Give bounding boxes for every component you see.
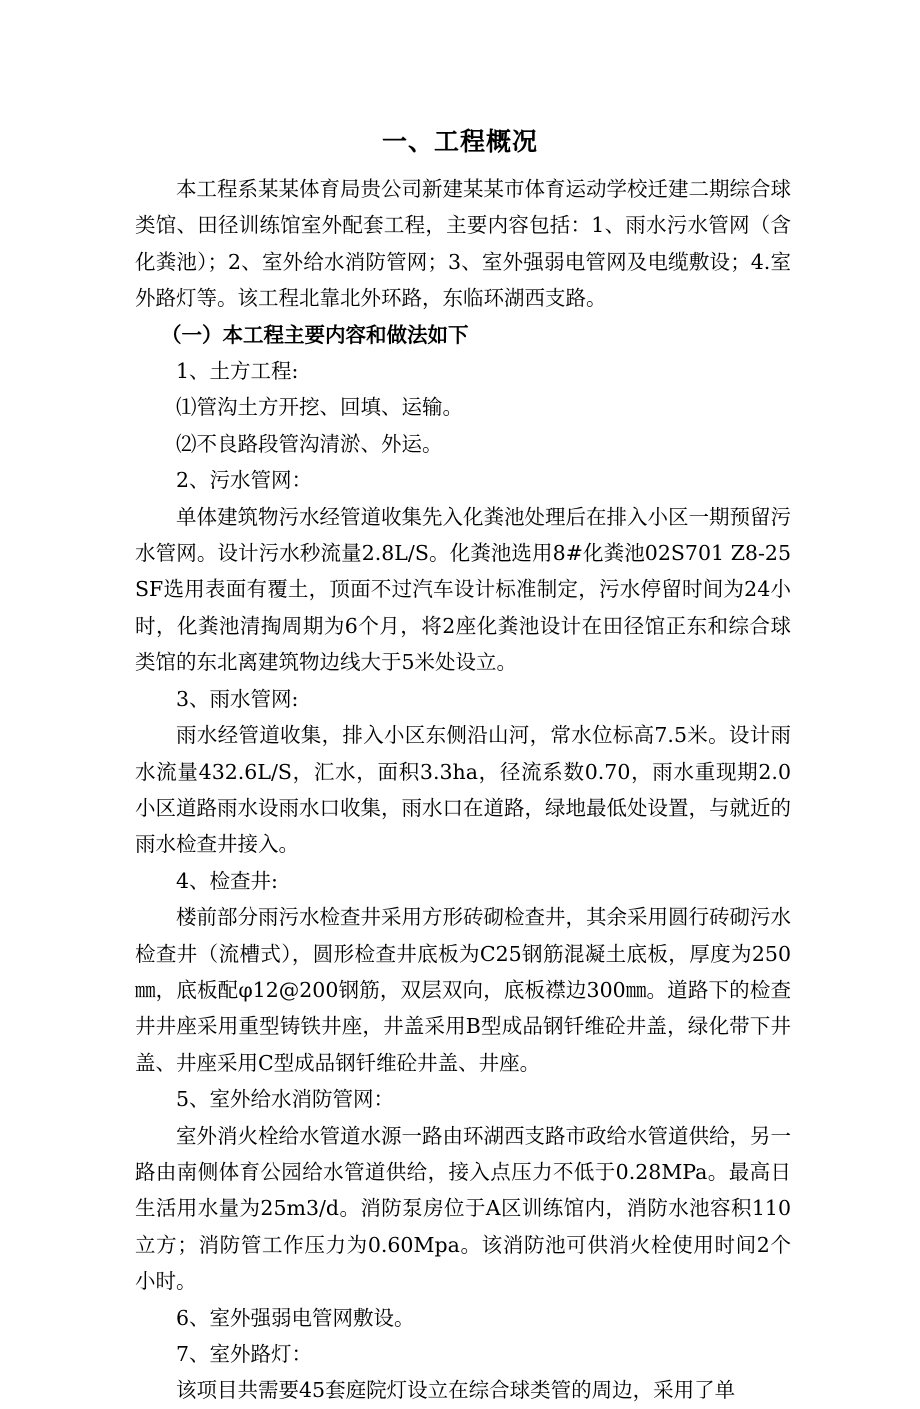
light-paragraph: 该项目共需要45套庭院灯设立在综合球类管的周边，采用了单 — [176, 1378, 736, 1403]
well-paragraph: 楼前部分雨污水检查井采用方形砖砌检查井，其余采用圆行砖砌污水检查井（流槽式），圆形检查井底板为C25钢筋混凝土底板，厚度为250㎜，底板配φ12@200钢筋，双层双向，底板襟边300㎜。道路下的检查井井座采用重型铸铁井座，井盖采用B型成品钢钎维砼井盖，绿化带下井盖、井座采用C型成品钢钎维砼井盖、井座。 — [135, 905, 791, 1075]
fire-paragraph: 室外消火栓给水管道水源一路由环湖西支路市政给水管道供给，另一路由南侧体育公园给水管道供给，接入点压力不低于0.28MPa。最高日生活用水量为25m3/d。消防泵房位于A区训练馆内，消防水池容积110立方；消防管工作压力为0.60Mpa。该消防池可供消火栓使用时间2个小时。 — [135, 1123, 791, 1294]
earthwork-item-1: ⑴管沟土方开挖、回填、运输。 — [176, 395, 463, 420]
light-title: 7、室外路灯： — [176, 1342, 313, 1366]
earthwork-title: 1、土方工程: — [176, 359, 299, 384]
fire-title: 5、室外给水消防管网： — [176, 1087, 395, 1112]
earthwork-item-2: ⑵不良路段管沟清淤、外运。 — [176, 431, 443, 456]
well-title: 4、检查井: — [176, 868, 278, 893]
page-title: 一、工程概况 — [381, 127, 538, 156]
document-body — [135, 171, 791, 1409]
sewage-title: 2、污水管网： — [176, 468, 313, 493]
power-title: 6、室外强弱电管网敷设。 — [176, 1305, 415, 1330]
intro-paragraph: 本工程系某某体育局贵公司新建某某市体育运动学校迁建二期综合球类馆、田径训练馆室外配套工程，主要内容包括：1、雨水污水管网（含化粪池）；2、室外给水消防管网；3、室外强弱电管网及电缆敷设；4.室外路灯等。该工程北靠北外环路，东临环湖西支路。 — [135, 177, 791, 311]
section-heading: （一）本工程主要内容和做法如下 — [161, 322, 469, 347]
rain-paragraph: 雨水经管道收集，排入小区东侧沿山河，常水位标高7.5米。设计雨水流量432.6L/S，汇水，面积3.3ha，径流系数0.70，雨水重现期2.0小区道路雨水设雨水口收集，雨水口在道路，绿地最低处设置，与就近的雨水检查井接入。 — [135, 723, 791, 857]
rain-title: 3、雨水管网: — [176, 686, 299, 711]
sewage-paragraph: 单体建筑物污水经管道收集先入化粪池处理后在排入小区一期预留污水管网。设计污水秒流量2.8L/S。化粪池选用8#化粪池02S701 Z8-25SF选用表面有覆土，顶面不过汽车设计标准制定，污水停留时间为24小时，化粪池清掏周期为6个月，将2座化粪池设计在田径馆正东和综合球类馆的东北离建筑物边线大于5米处设立。 — [135, 504, 791, 675]
